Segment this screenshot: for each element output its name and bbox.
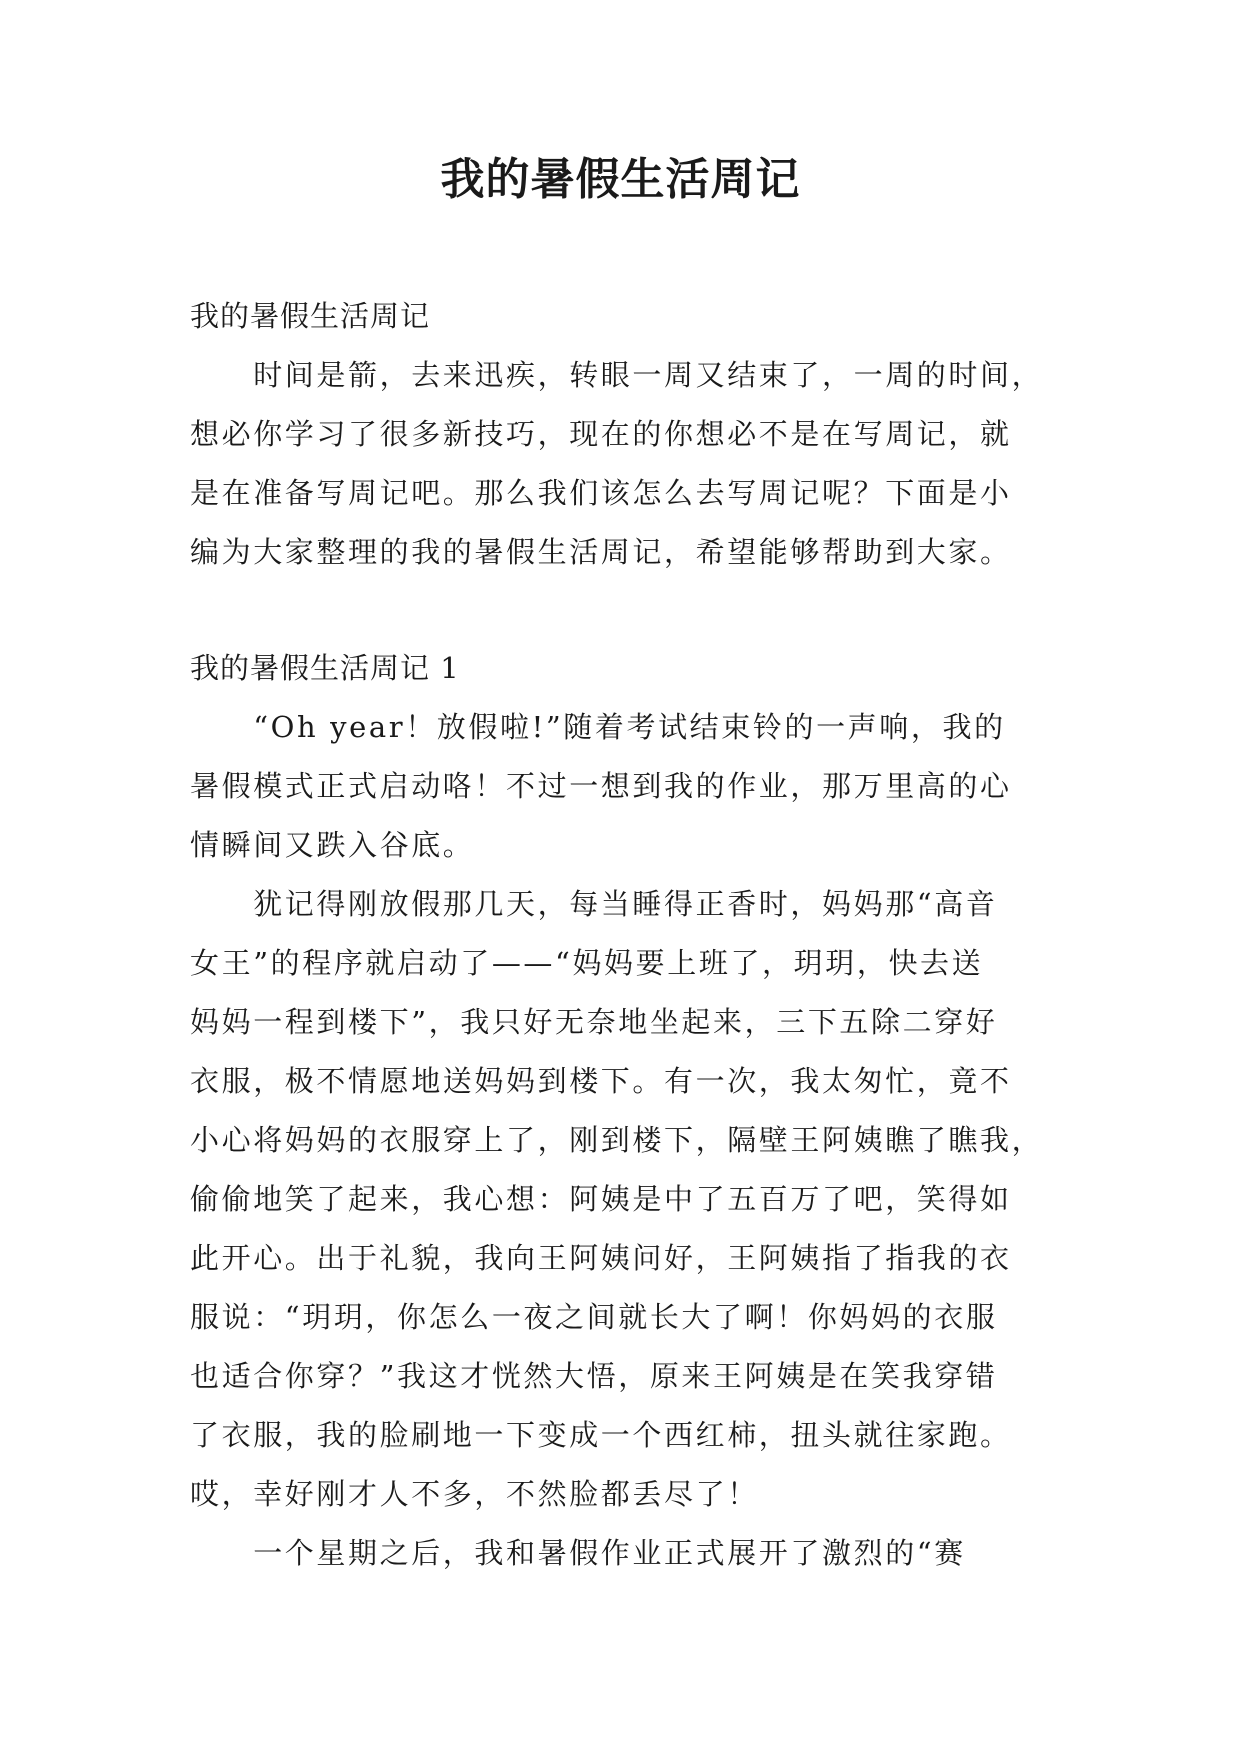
intro-line: 编为大家整理的我的暑假生活周记，希望能够帮助到大家。	[190, 535, 1012, 569]
intro-line: 时间是箭，去来迅疾，转眼一周又结束了，一周的时间，	[190, 358, 1044, 392]
body-line: 此开心。出于礼貌，我向王阿姨问好，王阿姨指了指我的衣	[190, 1241, 1012, 1275]
body-line: “Oh year！放假啦!”随着考试结束铃的一声响，我的	[190, 710, 1006, 744]
body-line: 小心将妈妈的衣服穿上了，刚到楼下，隔壁王阿姨瞧了瞧我，	[190, 1123, 1044, 1157]
section1-heading: 我的暑假生活周记 1	[190, 651, 460, 685]
body-line: 女王”的程序就启动了——“妈妈要上班了，玥玥，快去送	[190, 946, 984, 980]
body-line: 情瞬间又跌入谷底。	[190, 828, 475, 862]
body-line: 哎，幸好刚才人不多，不然脸都丢尽了！	[190, 1477, 759, 1511]
body-line: 偷偷地笑了起来，我心想：阿姨是中了五百万了吧，笑得如	[190, 1182, 1012, 1216]
body-line: 了衣服，我的脸刷地一下变成一个西红柿，扭头就往家跑。	[190, 1418, 1012, 1452]
body-line: 服说：“玥玥，你怎么一夜之间就长大了啊！你妈妈的衣服	[190, 1300, 998, 1334]
body-line: 衣服，极不情愿地送妈妈到楼下。有一次，我太匆忙，竟不	[190, 1064, 1012, 1098]
document-title: 我的暑假生活周记	[440, 154, 801, 205]
intro-line: 是在准备写周记吧。那么我们该怎么去写周记呢？下面是小	[190, 476, 1012, 510]
body-line: 妈妈一程到楼下”，我只好无奈地坐起来，三下五除二穿好	[190, 1005, 998, 1039]
intro-heading: 我的暑假生活周记	[190, 299, 431, 333]
body-line: 一个星期之后，我和暑假作业正式展开了激烈的“赛	[190, 1536, 966, 1570]
intro-line: 想必你学习了很多新技巧，现在的你想必不是在写周记，就	[190, 417, 1012, 451]
body-line: 犹记得刚放假那几天，每当睡得正香时，妈妈那“高音	[190, 887, 998, 921]
body-line: 也适合你穿？”我这才恍然大悟，原来王阿姨是在笑我穿错	[190, 1359, 998, 1393]
body-line: 暑假模式正式启动咯！不过一想到我的作业，那万里高的心	[190, 769, 1012, 803]
